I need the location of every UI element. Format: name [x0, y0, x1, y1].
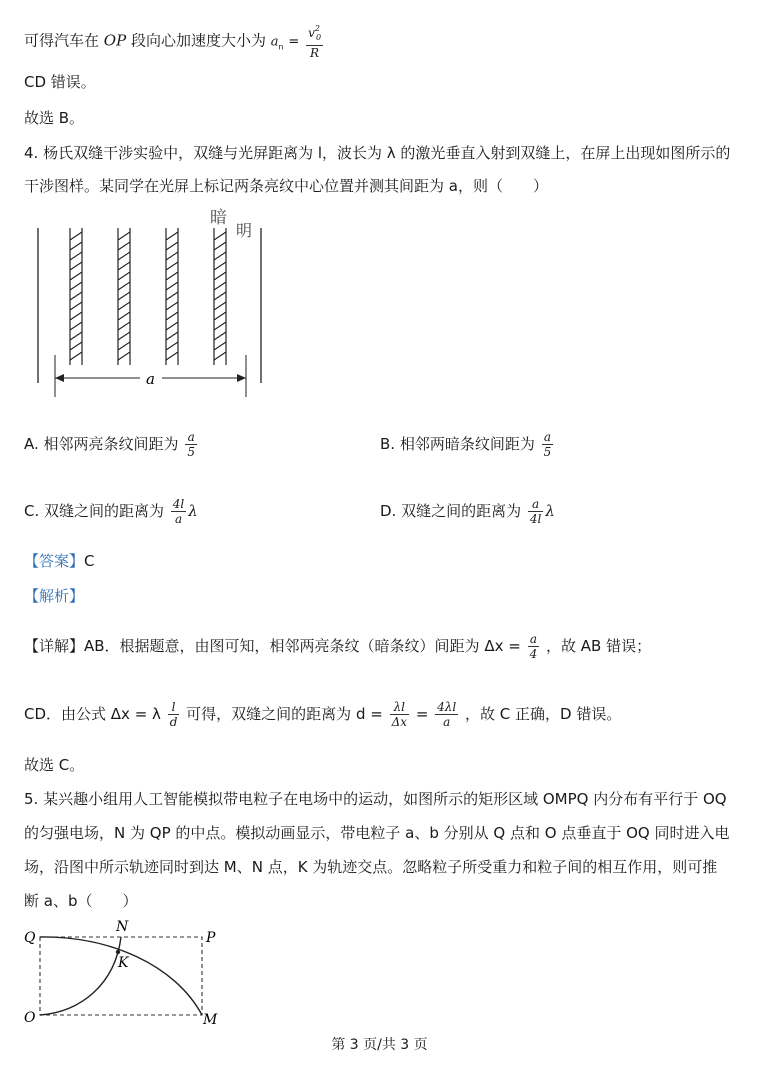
- cd-mid: 可得，双缝之间的距离为 d =: [186, 705, 383, 723]
- cd-num1: l: [168, 700, 180, 715]
- label-q: Q: [24, 930, 36, 946]
- cd-den1: d: [169, 715, 178, 729]
- opt-a-num: a: [185, 430, 197, 445]
- prev-text-2: 段向心加速度大小为: [130, 31, 266, 50]
- fig-bright-label: 明: [236, 221, 253, 240]
- cd-num2: λl: [390, 700, 409, 715]
- prev-text-1: 可得汽车在: [24, 31, 100, 50]
- frac-r: R: [310, 46, 320, 60]
- detail-tail: ，故 AB 错误；: [546, 637, 652, 655]
- q4-stem-line2: 干涉图样。某同学在光屏上标记两条亮纹中心位置并测其间距为 a，则（ ）: [24, 177, 548, 195]
- opt-a-den: 5: [187, 445, 195, 459]
- field-rect: [40, 937, 202, 1015]
- trajectory-b: [40, 937, 121, 1015]
- analysis-tag: 【解析】: [24, 587, 85, 605]
- q5-line1: 5. 某兴趣小组用人工智能模拟带电粒子在电场中的运动，如图所示的矩形区域 OMPQ 内分布有平行于 OQ: [24, 790, 727, 808]
- opt-c-label: C. 双缝之间的距离为: [24, 502, 165, 520]
- opt-d-label: D. 双缝之间的距离为: [380, 502, 522, 520]
- q4-stem-line1: 4. 杨氏双缝干涉实验中，双缝与光屏距离为 l，波长为 λ 的激光垂直入射到双缝上，在屏上出现如图所示的: [24, 144, 731, 162]
- opt-a-label: A. 相邻两亮条纹间距为: [24, 435, 179, 453]
- detail-text: 【详解】AB．根据题意，由图可知，相邻两亮条纹（暗条纹）间距为 Δx =: [24, 637, 521, 655]
- label-n: N: [116, 919, 129, 935]
- opt-d-num: a: [528, 497, 543, 512]
- q5-line2: 的匀强电场，N 为 QP 的中点。模拟动画显示，带电粒子 a、b 分别从 Q 点和 O 点垂直于 OQ 同时进入电: [24, 824, 730, 842]
- opt-b-den: 5: [543, 445, 552, 459]
- label-k: K: [118, 955, 129, 971]
- cd-den2: Δx: [391, 715, 408, 729]
- label-p: P: [206, 930, 216, 946]
- trajectory-a: [40, 937, 202, 1015]
- q5-line3: 场，沿图中所示轨迹同时到达 M、N 点，K 为轨迹交点。忽略粒子所受重力和粒子间的相互作用，则可推: [24, 858, 718, 876]
- opt-b-label: B. 相邻两暗条纹间距为: [380, 435, 535, 453]
- prev-choose: 故选 B。: [24, 109, 85, 127]
- opt-c-den: a: [174, 512, 183, 526]
- cd-eq: =: [415, 705, 429, 723]
- label-o: O: [24, 1010, 36, 1026]
- prev-seg-op: OP: [103, 31, 127, 50]
- point-k: [116, 950, 120, 954]
- fig-dark-label: 暗: [210, 208, 227, 228]
- accel-sub: n: [278, 42, 284, 52]
- accel-eq: =: [288, 34, 300, 50]
- frac-sup: 2: [314, 24, 320, 33]
- frac-v: v: [308, 26, 315, 40]
- opt-c-lambda: λ: [188, 502, 198, 520]
- opt-d-lambda: λ: [545, 502, 555, 520]
- prev-cd-wrong: CD 错误。: [24, 73, 96, 91]
- opt-d-den: 4l: [529, 512, 542, 526]
- cd-den3: a: [443, 715, 451, 729]
- q4-choose: 故选 C。: [24, 756, 85, 774]
- detail-den: 4: [529, 647, 538, 661]
- cd-tail: ，故 C 正确，D 错误。: [465, 705, 622, 723]
- label-m: M: [203, 1012, 218, 1028]
- fig-a-label: a: [146, 370, 155, 388]
- frac-sub: 0: [315, 33, 322, 42]
- cd-text: CD．由公式 Δx = λ: [24, 705, 161, 723]
- opt-c-num: 4l: [172, 497, 185, 511]
- cd-num3: 4λl: [437, 700, 457, 714]
- accel-symbol: a: [270, 34, 279, 50]
- q5-line4: 断 a、b（ ）: [24, 892, 138, 910]
- page-footer: 第 3 页/共 3 页: [331, 1037, 428, 1053]
- opt-b-num: a: [542, 430, 554, 445]
- answer-tag: 【答案】: [24, 552, 85, 570]
- answer-value: C: [84, 552, 95, 570]
- detail-num: a: [528, 632, 540, 647]
